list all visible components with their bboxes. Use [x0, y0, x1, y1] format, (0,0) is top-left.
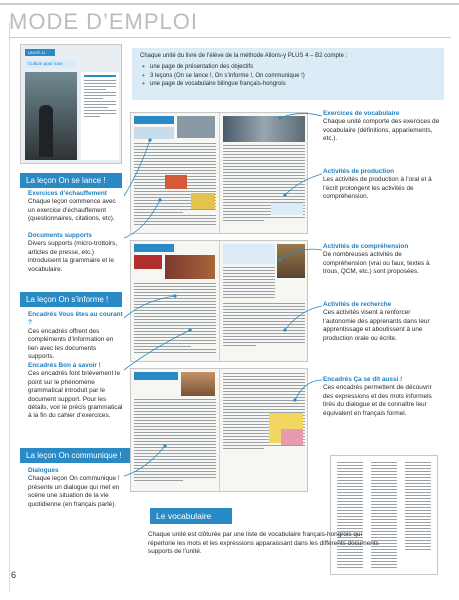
note-body: Chaque leçon On communique ! présente un dialogue qui met en scène une situation de la vie quotidienne (en français parlé). — [28, 475, 120, 508]
left-margin-rule — [9, 22, 10, 592]
note-title: Activités de compréhension — [323, 243, 409, 250]
note-title: Encadrés Vous êtes au courant ? — [28, 311, 123, 327]
note-title: Dialogues — [28, 467, 59, 474]
note-title: Encadrés Bon à savoir ! — [28, 362, 101, 369]
note-body: Ces encadrés permettent de découvrir des expressions et des mots informels tirés du dialogue et de connaître leur équivalent en français formel. — [323, 384, 432, 417]
intro-item: • 3 leçons (On se lance !, On s’informe !, On communique !) — [140, 72, 436, 81]
note-title: Activités de production — [323, 168, 395, 175]
page-title: MODE D’EMPLOI — [9, 9, 199, 34]
note-body: De nombreuses activités de compréhension (vrai ou faux, textes à trous, QCM, etc.) sont proposées. — [323, 251, 430, 276]
unit-opening-page-thumbnail — [20, 44, 122, 164]
lesson-spread-informe — [130, 240, 308, 362]
page-number: 6 — [11, 570, 17, 580]
vocabulary-description: Chaque unité est clôturée par une liste de vocabulaire français-hongrois qui répertorie les mots et les expressions apparaissant dans les différents documents supports de l’unité. — [148, 531, 379, 556]
section-bar-informe: La leçon On s’informe ! — [20, 292, 122, 307]
lesson-spread-lance — [130, 112, 308, 234]
note-exercices-vocabulaire — [323, 110, 443, 144]
note-echauffement — [28, 190, 124, 224]
note-body: Ces activités visent à renforcer l’autonomie des apprenants dans leur apprentissage et aboutissent à une production orale ou écrite. — [323, 309, 430, 342]
objectives-panel — [81, 72, 119, 160]
unit-label: UNITÉ 11 — [25, 49, 55, 56]
note-body: Ces encadrés offrent des compléments d’information en lien avec les documents supports. — [28, 327, 114, 361]
intro-list — [140, 63, 436, 89]
note-ca-se-dit-aussi — [323, 376, 439, 418]
lesson-spread-communique — [130, 368, 308, 492]
note-documents — [28, 232, 124, 274]
note-body: Ces encadrés font brièvement le point sur le phénomène grammatical introduit par le document support. Pour les détails, voir le précis grammatical à la fin du cahier d’exercices. — [28, 370, 123, 420]
note-body: Divers supports (micro-trottoirs, articles de presse, etc.) introduisent la grammaire et le vocabulaire. — [28, 240, 118, 273]
intro-lead: Chaque unité du livre de l’élève de la méthode Allons-y PLUS 4 – B2 compte : — [140, 53, 348, 59]
unit-subtitle: Culture pour tous — [25, 60, 75, 68]
note-title: Documents supports — [28, 232, 92, 239]
note-body: Chaque leçon commence avec un exercice d’échauffement (questionnaires, citations, etc). — [28, 198, 116, 223]
note-production — [323, 168, 443, 202]
note-title: Encadrés Ça se dit aussi ! — [323, 376, 403, 383]
intro-item: • une page de vocabulaire bilingue français-hongrois — [140, 80, 436, 89]
note-title: Activités de recherche — [323, 301, 392, 308]
note-title: Exercices d’échauffement — [28, 190, 107, 197]
header-divider — [9, 37, 451, 38]
vocabulary-page-thumbnail — [330, 455, 438, 575]
top-rule — [0, 3, 459, 5]
section-bar-vocabulaire: Le vocabulaire — [150, 508, 232, 524]
note-body: Les activités de production à l’oral et à l’écrit prolongent les activités de compréhension. — [323, 176, 432, 201]
intro-item: • une page de présentation des objectifs — [140, 63, 436, 72]
note-body: Chaque unité comporte des exercices de vocabulaire (définitions, appariements, etc.). — [323, 118, 440, 143]
note-bon-a-savoir — [28, 362, 124, 421]
note-dialogues — [28, 467, 128, 509]
note-title: Exercices de vocabulaire — [323, 110, 400, 117]
note-recherche — [323, 301, 439, 343]
section-bar-lance: La leçon On se lance ! — [20, 173, 122, 188]
note-vous-etes-au-courant — [28, 311, 124, 361]
section-bar-communique: La leçon On communique ! — [20, 448, 130, 463]
intro-box — [132, 48, 444, 100]
unit-photo-figure — [39, 105, 53, 157]
note-comprehension — [323, 243, 439, 277]
